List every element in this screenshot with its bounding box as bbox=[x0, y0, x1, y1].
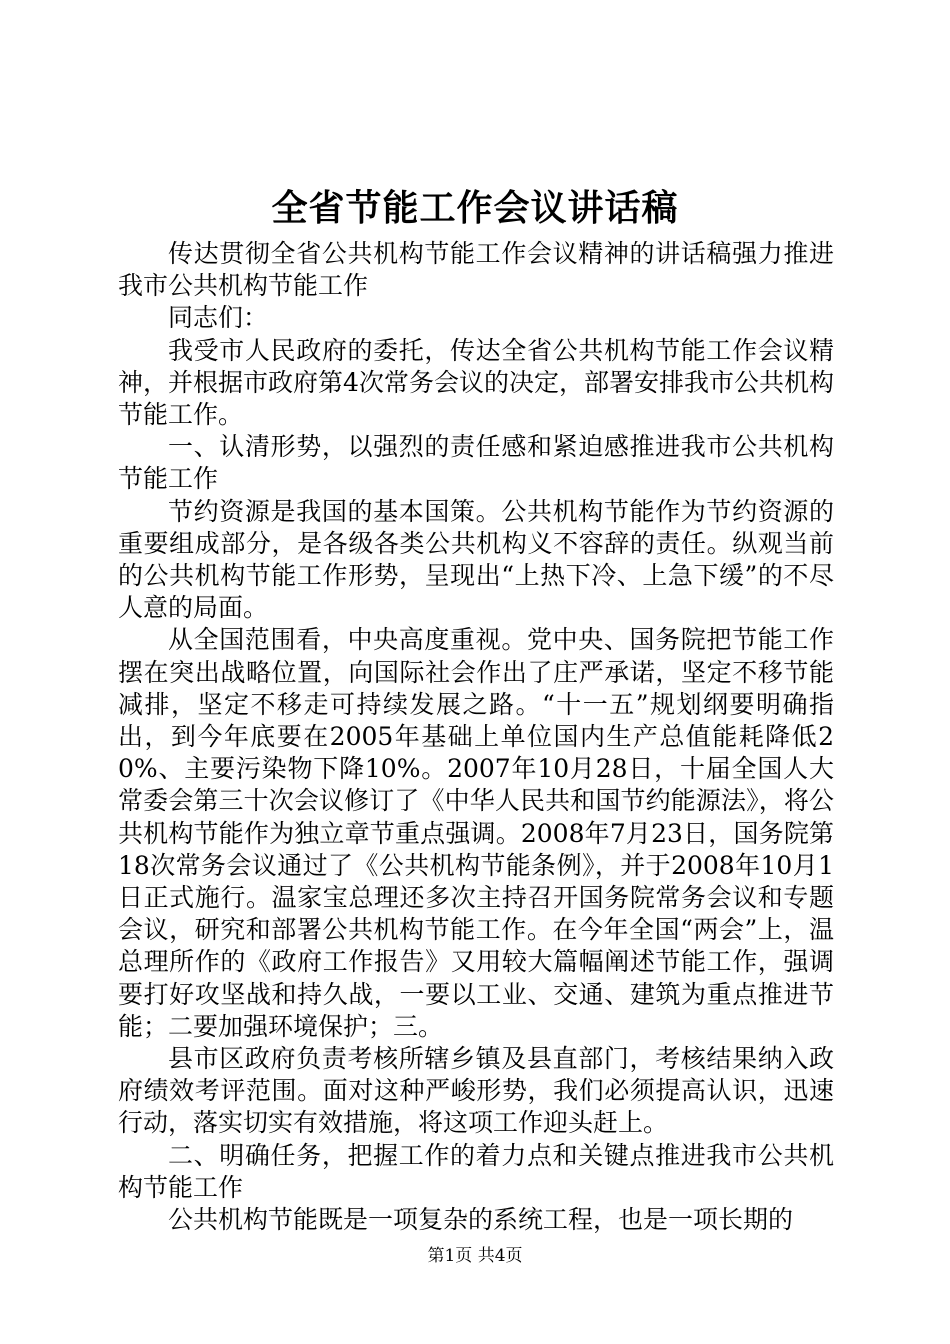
paragraph-salutation: 同志们： bbox=[168, 303, 269, 333]
paragraph-tasks: 公共机构节能既是一项复杂的系统工程，也是一项长期的 bbox=[168, 1205, 794, 1235]
paragraph-intro: 我受市人民政府的委托，传达全省公共机构节能工作会议精神，并根据市政府第4次常务会议的决定，部署安排我市公共机构节能工作。 bbox=[118, 335, 834, 430]
paragraph-national: 从全国范围看，中央高度重视。党中央、国务院把节能工作摆在突出战略位置，向国际社会作出了庄严承诺，坚定不移节能减排，坚定不移走可持续发展之路。“十一五”规划纲要明确指出，到今年底要在2005年基础上单位国内生产总值能耗降低20%、主要污染物下降10%。2007年10月28日，十届全国人大常委会第三十次会议修订了《中华人民共和国节约能源法》，将公共机构节能作为独立章节重点强调。2008年7月23日，国务院第18次常务会议通过了《公共机构节能条例》，并于2008年10月1日正式施行。温家宝总理还多次主持召开国务院常务会议和专题会议，研究和部署公共机构节能工作。在今年全国“两会”上，温总理所作的《政府工作报告》又用较大篇幅阐述节能工作，强调要打好攻坚战和持久战，一要以工业、交通、建筑为重点推进节能；二要加强环境保护；三。 bbox=[118, 625, 834, 1041]
paragraph-assessment: 县市区政府负责考核所辖乡镇及县直部门，考核结果纳入政府绩效考评范围。面对这种严峻形势，我们必须提高认识，迅速行动，落实切实有效措施，将这项工作迎头赶上。 bbox=[118, 1044, 834, 1138]
paragraph-policy: 节约资源是我国的基本国策。公共机构节能作为节约资源的重要组成部分，是各级各类公共机构义不容辞的责任。纵观当前的公共机构节能工作形势，呈现出“上热下冷、上急下缓”的不尽人意的局面。 bbox=[118, 496, 834, 623]
section-heading-1: 一、认清形势，以强烈的责任感和紧迫感推进我市公共机构节能工作 bbox=[118, 432, 834, 494]
document-body bbox=[118, 238, 834, 1236]
section-heading-2: 二、明确任务，把握工作的着力点和关键点推进我市公共机构节能工作 bbox=[118, 1140, 834, 1202]
document-title: 全省节能工作会议讲话稿 bbox=[271, 187, 679, 229]
paragraph-subtitle: 传达贯彻全省公共机构节能工作会议精神的讲话稿强力推进我市公共机构节能工作 bbox=[118, 239, 834, 301]
page-number-footer: 第1页 共4页 bbox=[427, 1246, 523, 1266]
